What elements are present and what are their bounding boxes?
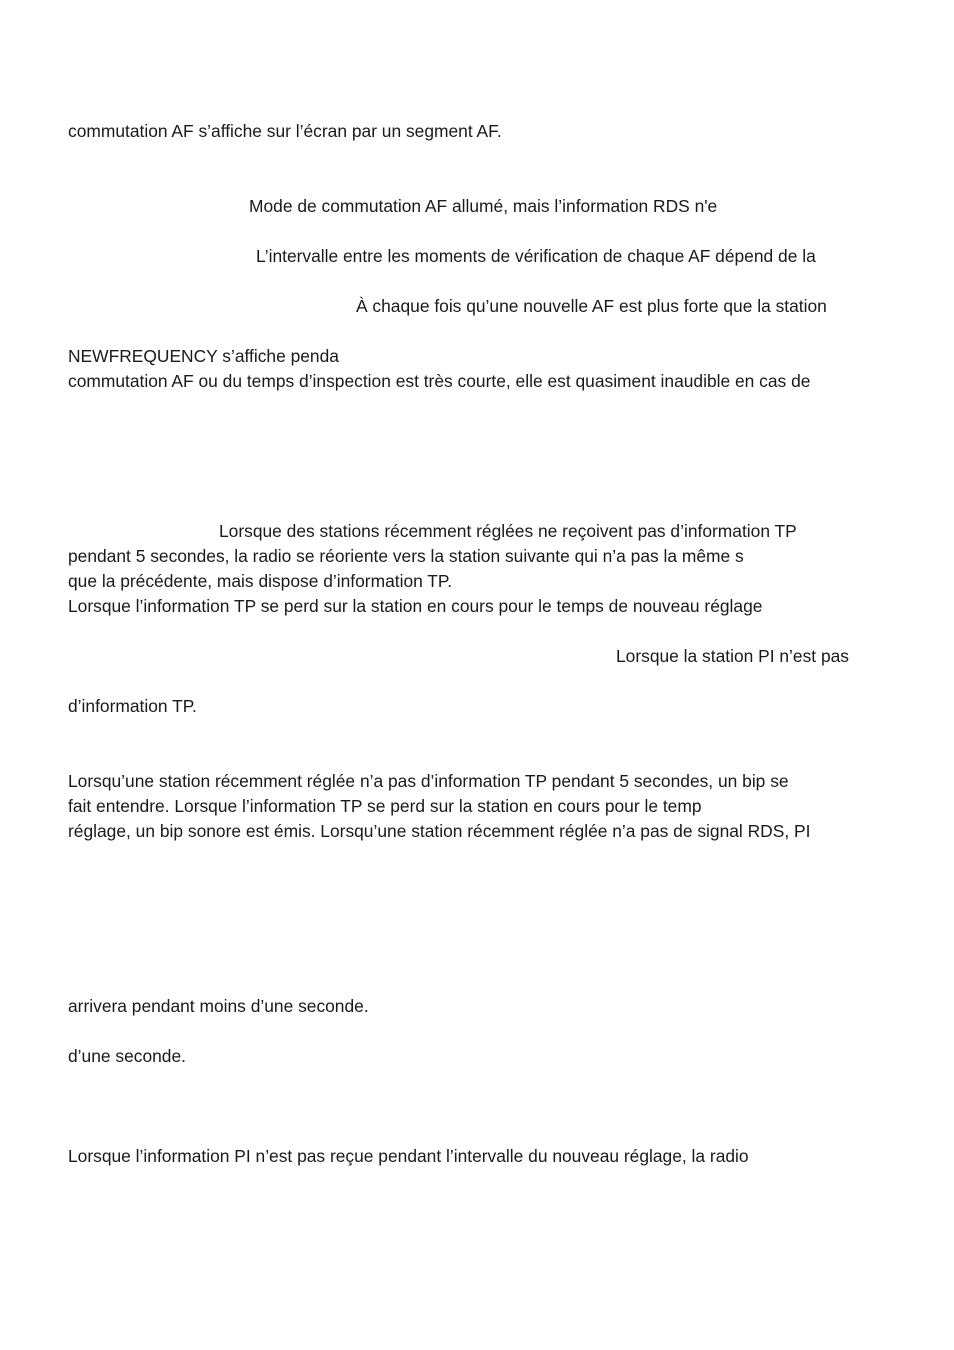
text-line: L’intervalle entre les moments de vérification de chaque AF dépend de la — [256, 246, 816, 266]
text-line: que la précédente, mais dispose d’information TP. — [68, 571, 453, 591]
text-line: arrivera pendant moins d’une seconde. — [68, 996, 369, 1016]
text-line: pendant 5 secondes, la radio se réoriente vers la station suivante qui n’a pas la même s — [68, 546, 744, 566]
text-line: NEWFREQUENCY s’affiche penda — [68, 346, 339, 366]
text-line: Lorsque l’information PI n’est pas reçue pendant l’intervalle du nouveau réglage, la radio — [68, 1146, 749, 1166]
text-line: Lorsqu’une station récemment réglée n’a pas d’information TP pendant 5 secondes, un bip se — [68, 771, 789, 791]
text-line: commutation AF ou du temps d’inspection est très courte, elle est quasiment inaudible en cas de — [68, 371, 811, 391]
text-line: réglage, un bip sonore est émis. Lorsqu’une station récemment réglée n’a pas de signal RDS, PI — [68, 821, 811, 841]
text-line: Mode de commutation AF allumé, mais l’information RDS n'e — [249, 196, 718, 216]
text-line: Lorsque la station PI n’est pas — [616, 646, 849, 666]
text-line: fait entendre. Lorsque l’information TP se perd sur la station en cours pour le temp — [68, 796, 702, 816]
text-line: Lorsque l’information TP se perd sur la station en cours pour le temps de nouveau réglage — [68, 596, 763, 616]
text-line: d’information TP. — [68, 696, 197, 716]
text-line: commutation AF s’affiche sur l’écran par un segment AF. — [68, 121, 502, 141]
text-line: d’une seconde. — [68, 1046, 186, 1066]
text-line: Lorsque des stations récemment réglées ne reçoivent pas d’information TP — [219, 521, 797, 541]
text-line: À chaque fois qu’une nouvelle AF est plus forte que la station — [356, 296, 827, 316]
